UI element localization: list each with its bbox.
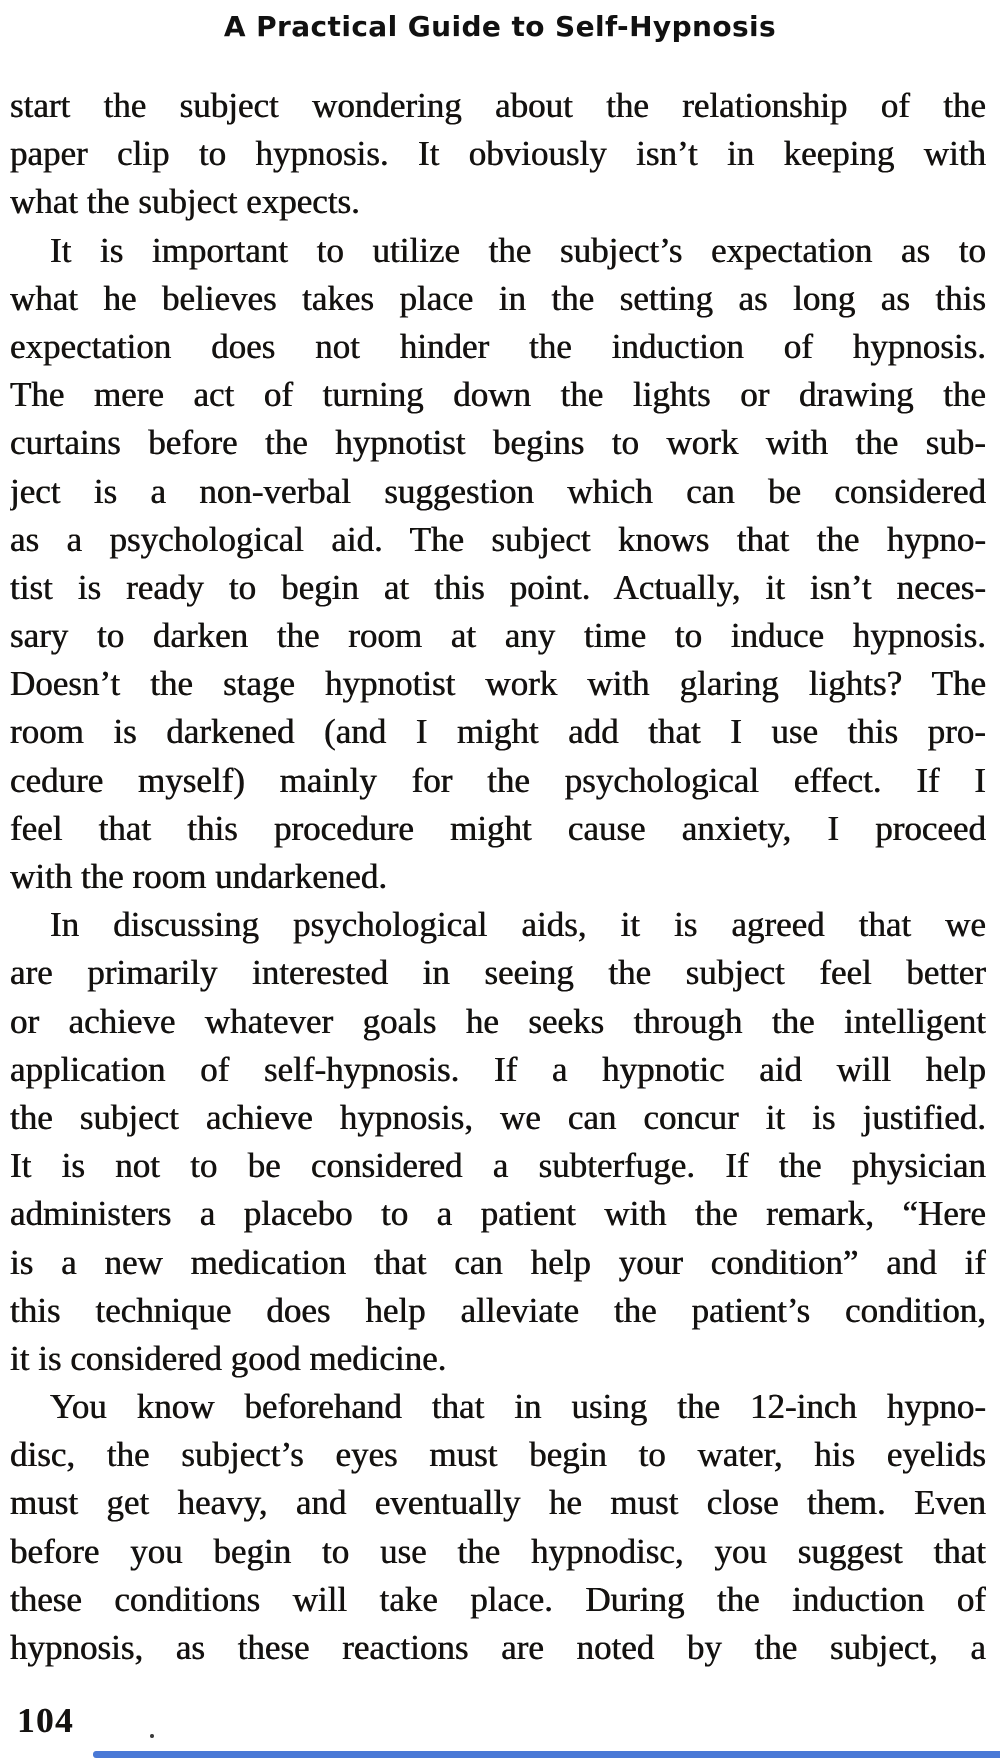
scan-speck bbox=[150, 1734, 154, 1738]
text-line: as a psychological aid. The subject knows that the hypno- bbox=[10, 519, 986, 559]
text-line: what he believes takes place in the setting as long as this bbox=[10, 278, 986, 318]
text-line: disc, the subject’s eyes must begin to water, his eyelids bbox=[10, 1435, 986, 1475]
paragraph bbox=[10, 1383, 986, 1672]
paragraph bbox=[10, 82, 986, 227]
text-line: the subject achieve hypnosis, we can concur it is justified. bbox=[10, 1097, 986, 1137]
text-line: curtains before the hypnotist begins to work with the sub- bbox=[10, 423, 986, 463]
horizontal-scrollbar[interactable] bbox=[93, 1751, 1000, 1758]
text-line: is a new medication that can help your condition” and if bbox=[10, 1242, 986, 1282]
text-line: cedure myself) mainly for the psychological effect. If I bbox=[10, 760, 986, 800]
text-line: It is not to be considered a subterfuge. If the physician bbox=[10, 1146, 986, 1186]
text-line: hypnosis, as these reactions are noted by the subject, a bbox=[10, 1628, 986, 1667]
text-line: room is darkened (and I might add that I use this pro- bbox=[10, 712, 986, 752]
paragraph bbox=[10, 227, 986, 902]
text-line: must get heavy, and eventually he must close them. Even bbox=[10, 1483, 986, 1523]
text-line: this technique does help alleviate the patient’s condition, bbox=[10, 1290, 986, 1330]
text-line: what the subject expects. bbox=[10, 182, 360, 222]
text-line: are primarily interested in seeing the subject feel better bbox=[10, 953, 986, 993]
text-line: before you begin to use the hypnodisc, you suggest that bbox=[10, 1531, 986, 1571]
text-line: application of self-hypnosis. If a hypnotic aid will help bbox=[10, 1049, 986, 1089]
text-line: You know beforehand that in using the 12-inch hypno- bbox=[50, 1387, 986, 1427]
text-line: Doesn’t the stage hypnotist work with glaring lights? The bbox=[10, 664, 986, 704]
text-line: ject is a non-verbal suggestion which can be considered bbox=[10, 471, 986, 511]
text-line: it is considered good medicine. bbox=[10, 1338, 447, 1378]
text-line: start the subject wondering about the relationship of the bbox=[10, 86, 986, 125]
running-head-title: A Practical Guide to Self-Hypnosis bbox=[223, 10, 777, 43]
text-line: expectation does not hinder the induction of hypnosis. bbox=[10, 326, 986, 366]
text-line: these conditions will take place. During the induction of bbox=[10, 1579, 986, 1619]
text-line: or achieve whatever goals he seeks through the intelligent bbox=[10, 1001, 986, 1041]
text-line: The mere act of turning down the lights or drawing the bbox=[10, 375, 986, 415]
text-line: paper clip to hypnosis. It obviously isn’t in keeping with bbox=[10, 134, 986, 174]
text-line: administers a placebo to a patient with the remark, “Here bbox=[10, 1194, 986, 1234]
text-line: It is important to utilize the subject’s expectation as to bbox=[50, 230, 986, 270]
text-line: tist is ready to begin at this point. Actually, it isn’t neces- bbox=[10, 567, 986, 607]
text-line: In discussing psychological aids, it is agreed that we bbox=[50, 905, 986, 945]
page-number: 104 bbox=[17, 1701, 74, 1740]
page-body bbox=[10, 82, 986, 1672]
text-line: with the room undarkened. bbox=[10, 857, 388, 896]
text-line: feel that this procedure might cause anxiety, I proceed bbox=[10, 808, 986, 848]
paragraph bbox=[10, 901, 986, 1383]
text-line: sary to darken the room at any time to induce hypnosis. bbox=[10, 616, 986, 656]
